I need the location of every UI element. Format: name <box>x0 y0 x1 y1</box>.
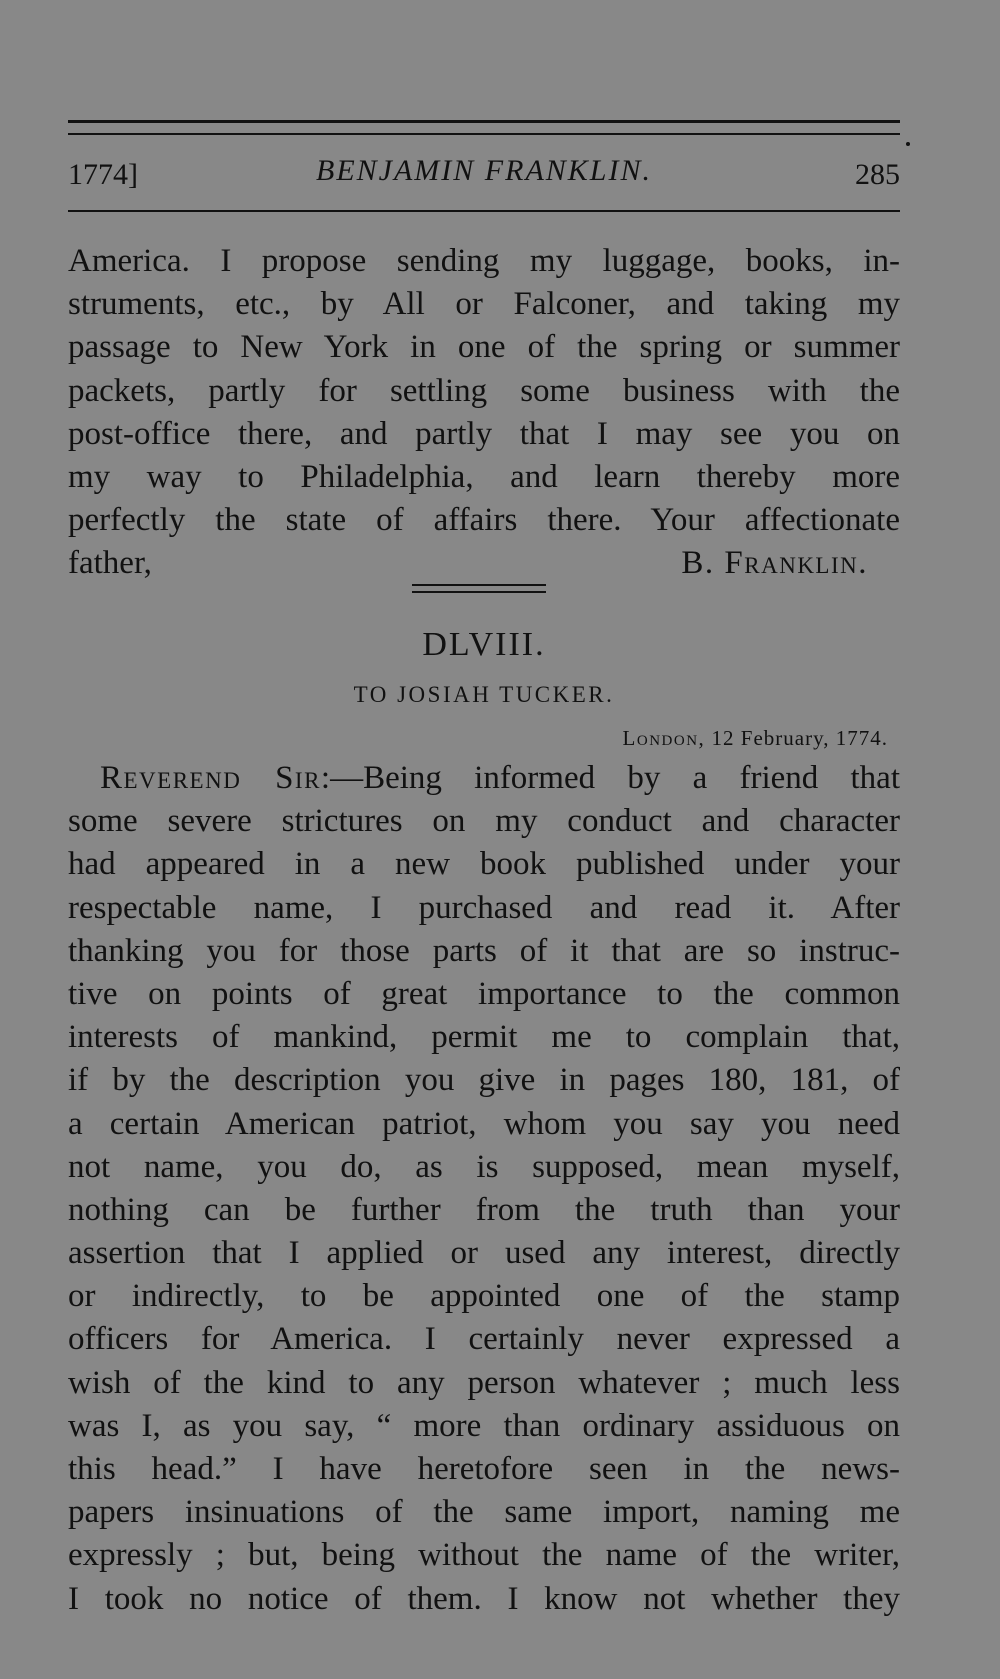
closing-word: father, <box>68 545 152 582</box>
header-rule <box>68 210 900 212</box>
dateline-date: 12 February, 1774. <box>711 726 888 750</box>
text-line: or indirectly, to be appointed one of the stamp <box>68 1278 900 1315</box>
text-line: expressly ; but, being without the name of the writer, <box>68 1537 900 1574</box>
text-line: I took no notice of them. I know not whether they <box>68 1580 900 1617</box>
text-line: papers insinuations of the same import, naming me <box>68 1494 900 1531</box>
top-rule-thick <box>68 120 900 123</box>
running-header <box>68 152 900 196</box>
text-line: if by the description you give in pages 180, 181, of <box>68 1062 900 1099</box>
print-speck <box>906 142 910 146</box>
text-line: had appeared in a new book published under your <box>68 846 900 883</box>
text-line: wish of the kind to any person whatever ; much less <box>68 1364 900 1401</box>
salutation: Reverend Sir <box>100 760 321 796</box>
text-line: interests of mankind, permit me to complain that, <box>68 1019 900 1056</box>
first-line <box>68 757 900 800</box>
book-page <box>68 0 900 1679</box>
first-line-text: :—Being informed by a friend that <box>320 760 900 796</box>
text-line: assertion that I applied or used any interest, directly <box>68 1235 900 1272</box>
header-title: BENJAMIN FRANKLIN. <box>316 154 652 187</box>
section-divider-bottom <box>412 591 546 593</box>
text-line: struments, etc., by All or Falconer, and taking my <box>68 286 900 323</box>
text-line: nothing can be further from the truth than your <box>68 1191 900 1228</box>
text-line: not name, you do, as is supposed, mean myself, <box>68 1148 900 1185</box>
text-line: thanking you for those parts of it that are so instruc- <box>68 932 900 969</box>
text-line: respectable name, I purchased and read it. After <box>68 889 900 926</box>
page-number: 285 <box>855 158 900 191</box>
text-line: some severe strictures on my conduct and character <box>68 803 900 840</box>
text-line: a certain American patriot, whom you say you need <box>68 1105 900 1142</box>
letter-number: DLVIII. <box>422 626 546 663</box>
letter-recipient: TO JOSIAH TUCKER. <box>353 682 615 707</box>
top-rule-thin <box>68 133 900 135</box>
dateline <box>623 726 888 751</box>
section-divider-top <box>412 584 546 586</box>
text-line: post-office there, and partly that I may see you on <box>68 415 900 452</box>
letter-body <box>68 757 900 1621</box>
header-year: 1774] <box>68 158 138 191</box>
text-line: tive on points of great importance to the common <box>68 975 900 1012</box>
dateline-place: London, <box>622 726 706 750</box>
text-line: this head.” I have heretofore seen in the news- <box>68 1451 900 1487</box>
text-line: perfectly the state of affairs there. Your affectionate <box>68 502 900 539</box>
previous-letter-ending <box>68 240 900 586</box>
closing-line <box>68 542 900 585</box>
text-line: passage to New York in one of the spring or summer <box>68 329 900 366</box>
text-line: America. I propose sending my luggage, books, in- <box>68 243 900 279</box>
text-line: my way to Philadelphia, and learn thereby more <box>68 458 900 495</box>
text-line: officers for America. I certainly never expressed a <box>68 1321 900 1358</box>
text-line: packets, partly for settling some business with the <box>68 372 900 409</box>
text-line: was I, as you say, “ more than ordinary assiduous on <box>68 1407 900 1444</box>
signature: B. Franklin. <box>681 545 868 582</box>
